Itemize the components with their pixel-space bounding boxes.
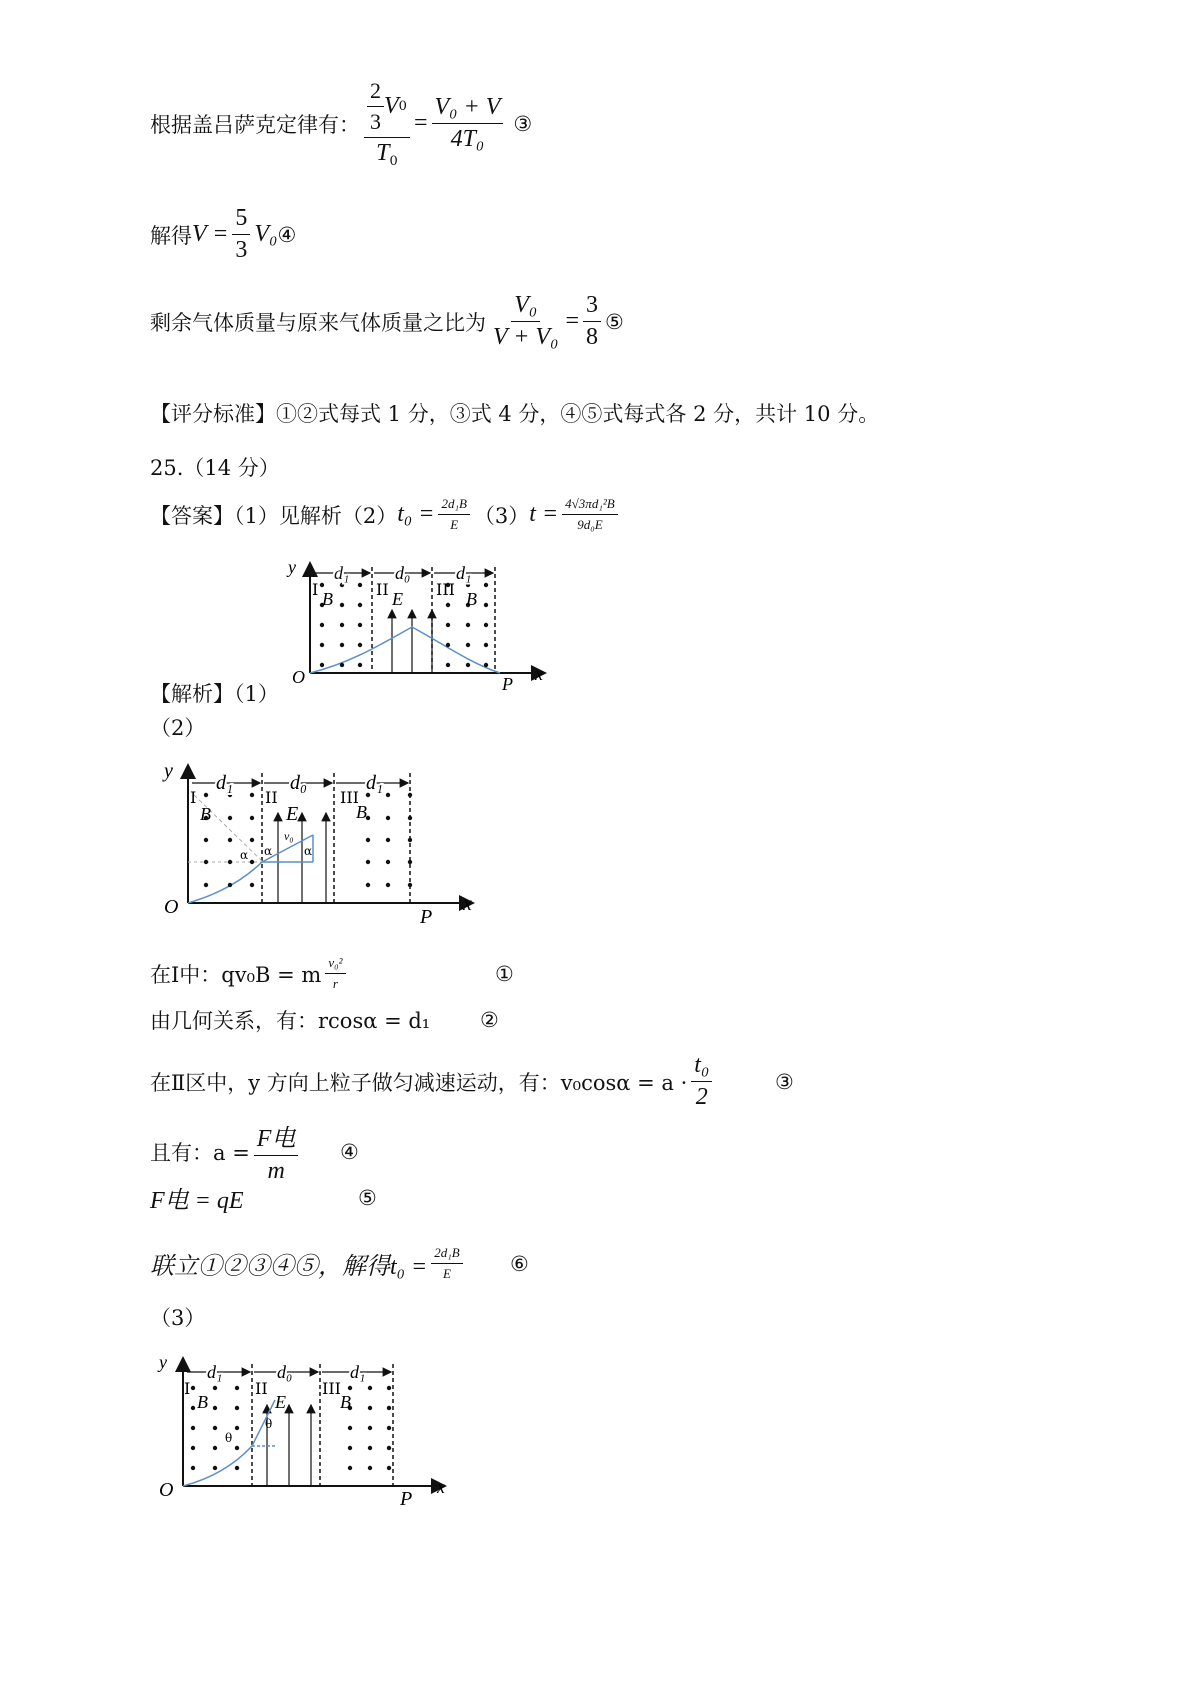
field-dot [228,860,232,864]
d1-label: d₁ [216,772,233,794]
y-label: y [164,760,173,782]
field-dot [348,1426,352,1430]
field-dot [250,883,254,887]
field-dot [408,838,412,842]
equals: = [413,110,428,137]
field-dot [213,1446,217,1450]
magnetic-field-dots [320,583,488,667]
region-ii: II [265,788,278,807]
field-dot [408,883,412,887]
field-dot [368,1446,372,1450]
expr-left: V = [192,221,229,247]
region-i: I [190,788,197,807]
rnum: 3 [583,292,601,322]
field-dot [235,1466,239,1470]
step-text: 且有：a = [150,1140,250,1165]
field-dot [340,623,344,627]
d1-label: d₁ [350,1362,366,1382]
field-dot [368,1426,372,1430]
field-dot [446,643,450,647]
origin-label: O [292,667,305,687]
field-dot [484,603,488,607]
region-i: I [184,1379,191,1398]
equation-mark: ② [480,1008,499,1032]
field-dot [358,643,362,647]
region-iii: III [436,580,455,599]
field-diagram-2 [158,755,488,930]
field-dot [368,1406,372,1410]
frac-num: 2d₁B [431,1245,462,1264]
field-dot [358,663,362,667]
ans2-den: E [450,517,459,532]
field-dot [366,883,370,887]
field-dot [466,643,470,647]
den: 3 [235,237,248,263]
equation-mark: ⑤ [604,309,624,334]
field-dot [386,816,390,820]
solution-step [150,1005,499,1035]
b-label: B [322,589,333,609]
field-dot [204,838,208,842]
question-title: 25.（14 分） [150,456,280,480]
field-dot [386,793,390,797]
b-label: B [200,804,211,824]
num: V₀ [511,292,540,322]
b-label: B [356,802,367,822]
field-dot [213,1406,217,1410]
p-label: P [420,906,433,928]
field-dot [484,663,488,667]
frac-num: t₀ [691,1052,712,1082]
theta-label: θ [265,1417,273,1431]
solve-v [150,205,296,264]
y-label: y [288,557,296,577]
den: T [376,140,390,166]
field-dot [204,883,208,887]
sub: 0 [398,99,407,114]
rden: 8 [585,324,598,350]
region-ii: II [255,1379,268,1398]
field-dot [204,793,208,797]
field-dot [484,623,488,627]
lhs-fraction [364,78,410,169]
field-dot [368,1466,372,1470]
part2-label: （2） [150,716,206,740]
field-dot [213,1426,217,1430]
field-dot [228,838,232,842]
part3-label: （3） [150,1306,206,1330]
field-dot [320,663,324,667]
equation-mark: ⑤ [358,1185,377,1210]
region-ii: II [376,580,389,599]
equation-mark: ④ [340,1139,359,1164]
field-dot [213,1466,217,1470]
field-dot [386,838,390,842]
b-label: B [340,1392,351,1412]
frac-den: m [267,1158,285,1184]
x-label: x [437,1477,445,1497]
equation-mark: ③ [775,1069,794,1094]
solution-step [150,1180,377,1215]
field-dot [348,1386,352,1390]
field-dot [235,1386,239,1390]
region-i: I [312,580,319,599]
field-dot [358,583,362,587]
field-dot [348,1466,352,1470]
x-label: x [535,664,543,684]
field-dot [191,1386,195,1390]
field-dot [235,1406,239,1410]
alpha-label: α [304,844,313,858]
frac-num: v₀² [325,955,345,974]
num: 5 [232,205,250,235]
field-dot [250,816,254,820]
step-text: 在Ⅱ区中，y 方向上粒子做匀减速运动，有：v₀cosα = a · [150,1070,688,1095]
v0-label: v₀ [284,829,294,843]
field-dot [484,643,488,647]
frac-num: F电 [254,1118,299,1156]
equation-mark: ③ [513,111,533,136]
e-label: E [286,803,299,825]
field-dot [340,603,344,607]
d1-label: d₁ [366,772,383,794]
field-dot [386,860,390,864]
field-diagram-1 [280,555,560,695]
field-dot [446,623,450,627]
field-dot [366,860,370,864]
p-label: P [400,1488,413,1510]
p-label: P [502,674,513,694]
field-dot [340,583,344,587]
inner-num: 2 [367,78,384,107]
field-dot [386,883,390,887]
trajectory [188,862,262,903]
d1-label: d₁ [456,563,472,583]
field-dot [320,583,324,587]
region-iii: III [322,1379,341,1398]
field-dot [340,643,344,647]
field-dot [235,1446,239,1450]
equals: = [565,308,579,334]
label: 解得 [150,223,192,248]
e-label: E [392,589,403,609]
field-dot [358,623,362,627]
frac-den: r [332,976,338,991]
field-dot [366,838,370,842]
answer-prefix: 【答案】（1）见解析（2） [150,503,398,528]
x-label: x [463,893,472,915]
ans3-lhs: t = [529,501,559,527]
rhs-den: 4T₀ [450,126,485,153]
ratio-line [150,292,624,351]
solution-step [150,1118,359,1185]
field-dot [191,1426,195,1430]
solution-step [150,1052,794,1111]
alpha-label: α [240,848,249,862]
gay-lussac-equation [150,78,532,169]
var: V₀ [254,221,278,247]
field-dot [191,1446,195,1450]
ans3-prefix: （3） [473,503,530,528]
den-sub: 0 [389,154,398,170]
field-dot [340,663,344,667]
b-label: B [466,589,477,609]
field-diagram-3 [155,1350,465,1510]
field-dot [250,793,254,797]
answer-line [150,496,622,533]
field-dot [250,838,254,842]
step-text: F电 = qE [150,1188,244,1214]
label: 剩余气体质量与原来气体质量之比为 [150,310,486,335]
ans2-lhs: t₀ = [397,501,435,527]
d1-label: d₁ [334,563,350,583]
alpha-label: α [264,844,273,858]
field-dot [204,860,208,864]
inner-den: 3 [370,109,381,134]
solution-step [150,1245,529,1282]
field-dot [408,793,412,797]
field-dot [484,583,488,587]
equation-mark: ④ [277,222,297,247]
label: 根据盖吕萨克定律有： [150,112,360,137]
ans3-num: 4√3πd₁²B [562,496,618,515]
frac-den: 2 [695,1084,708,1110]
d0-label: d₀ [290,772,307,794]
theta-label: θ [225,1431,233,1445]
rhs-num: V₀ + V [432,94,504,124]
field-dot [320,643,324,647]
field-dot [466,663,470,667]
field-dot [408,860,412,864]
magnetic-field-dots [191,1386,391,1470]
field-dot [320,623,324,627]
step-text: 联立①②③④⑤，解得t₀ = [150,1254,428,1280]
field-dot [387,1446,391,1450]
d0-label: d₀ [277,1362,293,1382]
field-dot [358,603,362,607]
region-iii: III [340,788,359,807]
field-dot [466,583,470,587]
d0-label: d₀ [395,563,411,583]
scoring-criteria: 【评分标准】①②式每式 1 分，③式 4 分，④⑤式每式各 2 分，共计 10 分。 [150,402,880,426]
equation-mark: ⑥ [510,1251,529,1276]
field-dot [213,1386,217,1390]
field-dot [348,1446,352,1450]
frac-den: E [442,1266,451,1281]
field-dot [235,1426,239,1430]
analysis-part1: 【解析】（1） [150,682,279,706]
step-text: 在Ⅰ中：qv₀B = m [150,962,322,987]
var: V [384,93,399,119]
magnetic-field-dots [204,793,412,887]
field-dot [387,1386,391,1390]
field-dot [387,1406,391,1410]
field-dot [466,623,470,627]
d1-label: d₁ [207,1362,223,1382]
field-dot [368,1386,372,1390]
ans2-num: 2d₁B [438,496,469,515]
field-dot [228,883,232,887]
field-dot [446,663,450,667]
e-label: E [275,1392,286,1412]
field-dot [191,1466,195,1470]
field-dot [191,1406,195,1410]
equation-mark: ① [495,961,514,986]
b-label: B [197,1392,208,1412]
field-dot [387,1426,391,1430]
field-dot [250,860,254,864]
field-dot [408,816,412,820]
origin-label: O [164,896,179,918]
field-dot [228,816,232,820]
den: V + V₀ [493,324,559,350]
y-label: y [159,1352,167,1372]
origin-label: O [159,1479,174,1501]
step-text: 由几何关系，有：rcosα = d₁ [150,1009,431,1033]
field-dot [387,1466,391,1470]
solution-step [150,955,514,992]
field-dot [446,603,450,607]
ans3-den: 9d₀E [577,517,603,532]
trajectory [310,627,500,673]
